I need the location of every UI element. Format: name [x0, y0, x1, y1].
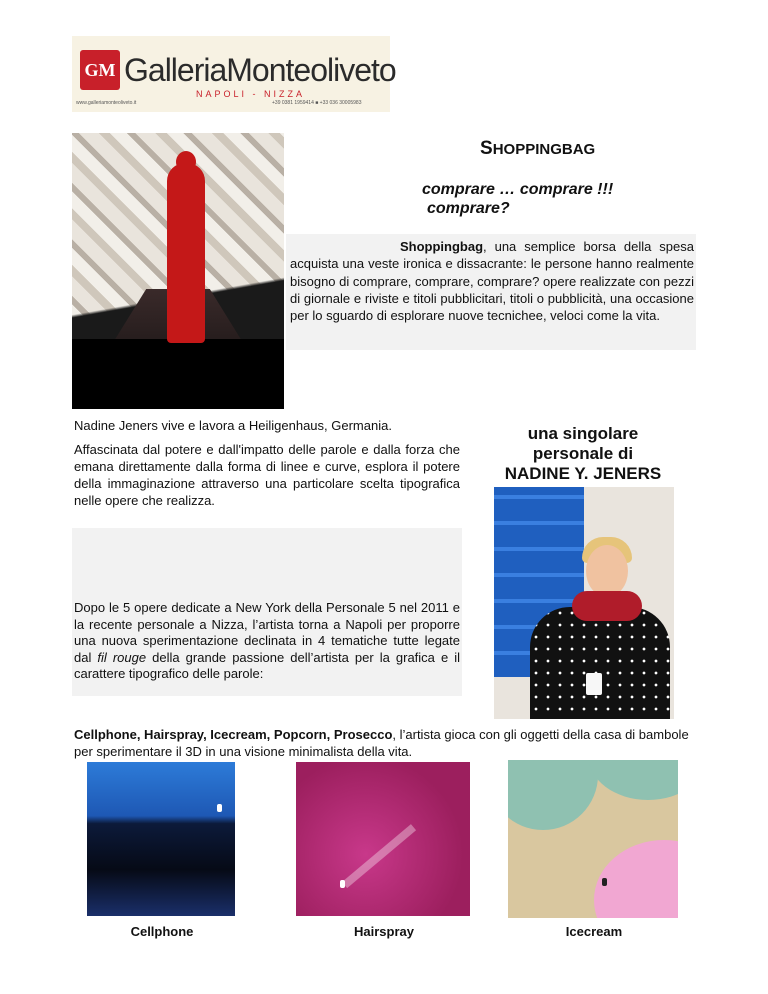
exhibition-paragraph: Dopo le 5 opere dedicate a New York della Personale 5 nel 2011 e la recente personale a Nizza, l’artista torna a Napoli per proporre una nuova sperimentazione declinata in 4 tematiche tutte legate dal fil rouge della grande passione dell’artista per la grafica e il carattere tipografico delle parole:	[74, 600, 461, 681]
logo-name: GalleriaMonteoliveto	[124, 52, 396, 88]
side-title	[478, 424, 688, 484]
portrait-cup	[586, 673, 602, 695]
portrait-face	[586, 545, 628, 597]
logo-phones: +39 0381 1959414 ■ +33 036 30005983	[272, 100, 362, 106]
collage-red-figure	[167, 163, 205, 343]
page-title: SHOPPINGBAG	[480, 138, 596, 159]
artist-portrait-image	[494, 487, 674, 719]
artwork-icecream-mint-shape	[508, 760, 598, 830]
artist-location-paragraph: Nadine Jeners vive e lavora a Heiligenhaus, Germania.	[74, 418, 392, 433]
shoppingbag-collage-image	[72, 133, 284, 409]
artwork-cellphone-dot	[217, 804, 222, 812]
side-title-line-1: una singolare	[527, 424, 639, 443]
side-title-line-2: personale di	[532, 444, 634, 463]
caption-cellphone: Cellphone	[130, 924, 194, 939]
subtitle	[422, 180, 613, 218]
artwork-icecream-image	[508, 760, 678, 918]
logo-website: www.galleriamonteoliveto.it	[76, 100, 137, 106]
caption-icecream: Icecream	[565, 924, 623, 939]
side-title-line-3: NADINE Y. JENERS	[504, 464, 662, 483]
portrait-scarf	[572, 591, 642, 621]
artwork-hairspray-dot	[340, 880, 345, 888]
artwork-hairspray-image	[296, 762, 470, 916]
caption-hairspray: Hairspray	[354, 924, 414, 939]
subtitle-line-1: comprare … comprare !!!	[422, 181, 614, 198]
artwork-icecream-mint-shape-2	[588, 760, 678, 800]
artist-description-paragraph: Affascinata dal potere e dall'impatto delle parole e dalla forza che emana direttamente dalla forma di linee e curve, esplora il potere della immaginazione attraverso una particolare scelta tipografica nelle opere che realizza.	[74, 442, 460, 508]
logo-subtitle: NAPOLI - NIZZA	[196, 89, 306, 99]
artwork-cellphone-image	[87, 762, 235, 916]
artwork-hairspray-streak	[342, 824, 416, 888]
portrait-sweater	[530, 607, 670, 719]
artwork-icecream-dot	[602, 878, 607, 886]
subtitle-line-2: comprare?	[427, 200, 510, 217]
logo-mark: GM	[80, 50, 120, 90]
intro-paragraph: Shoppingbag, una semplice borsa della spesa acquista una veste ironica e dissacrante: le persone hanno realmente bisogno di comprare, comprare, comprare? opere realizzate con pezzi di giornale e riviste e titoli pubblicitari, titoli o pubblicità, una occasione per lo sguardo di esplorare nuove tecnichee, veloci come la vita.	[290, 239, 694, 324]
artworks-paragraph: Cellphone, Hairspray, Icecream, Popcorn, Prosecco, l’artista gioca con gli oggetti della casa di bambole per sperimentare il 3D in una visione minimalista della vita.	[74, 727, 689, 759]
collage-shadow	[72, 339, 284, 409]
